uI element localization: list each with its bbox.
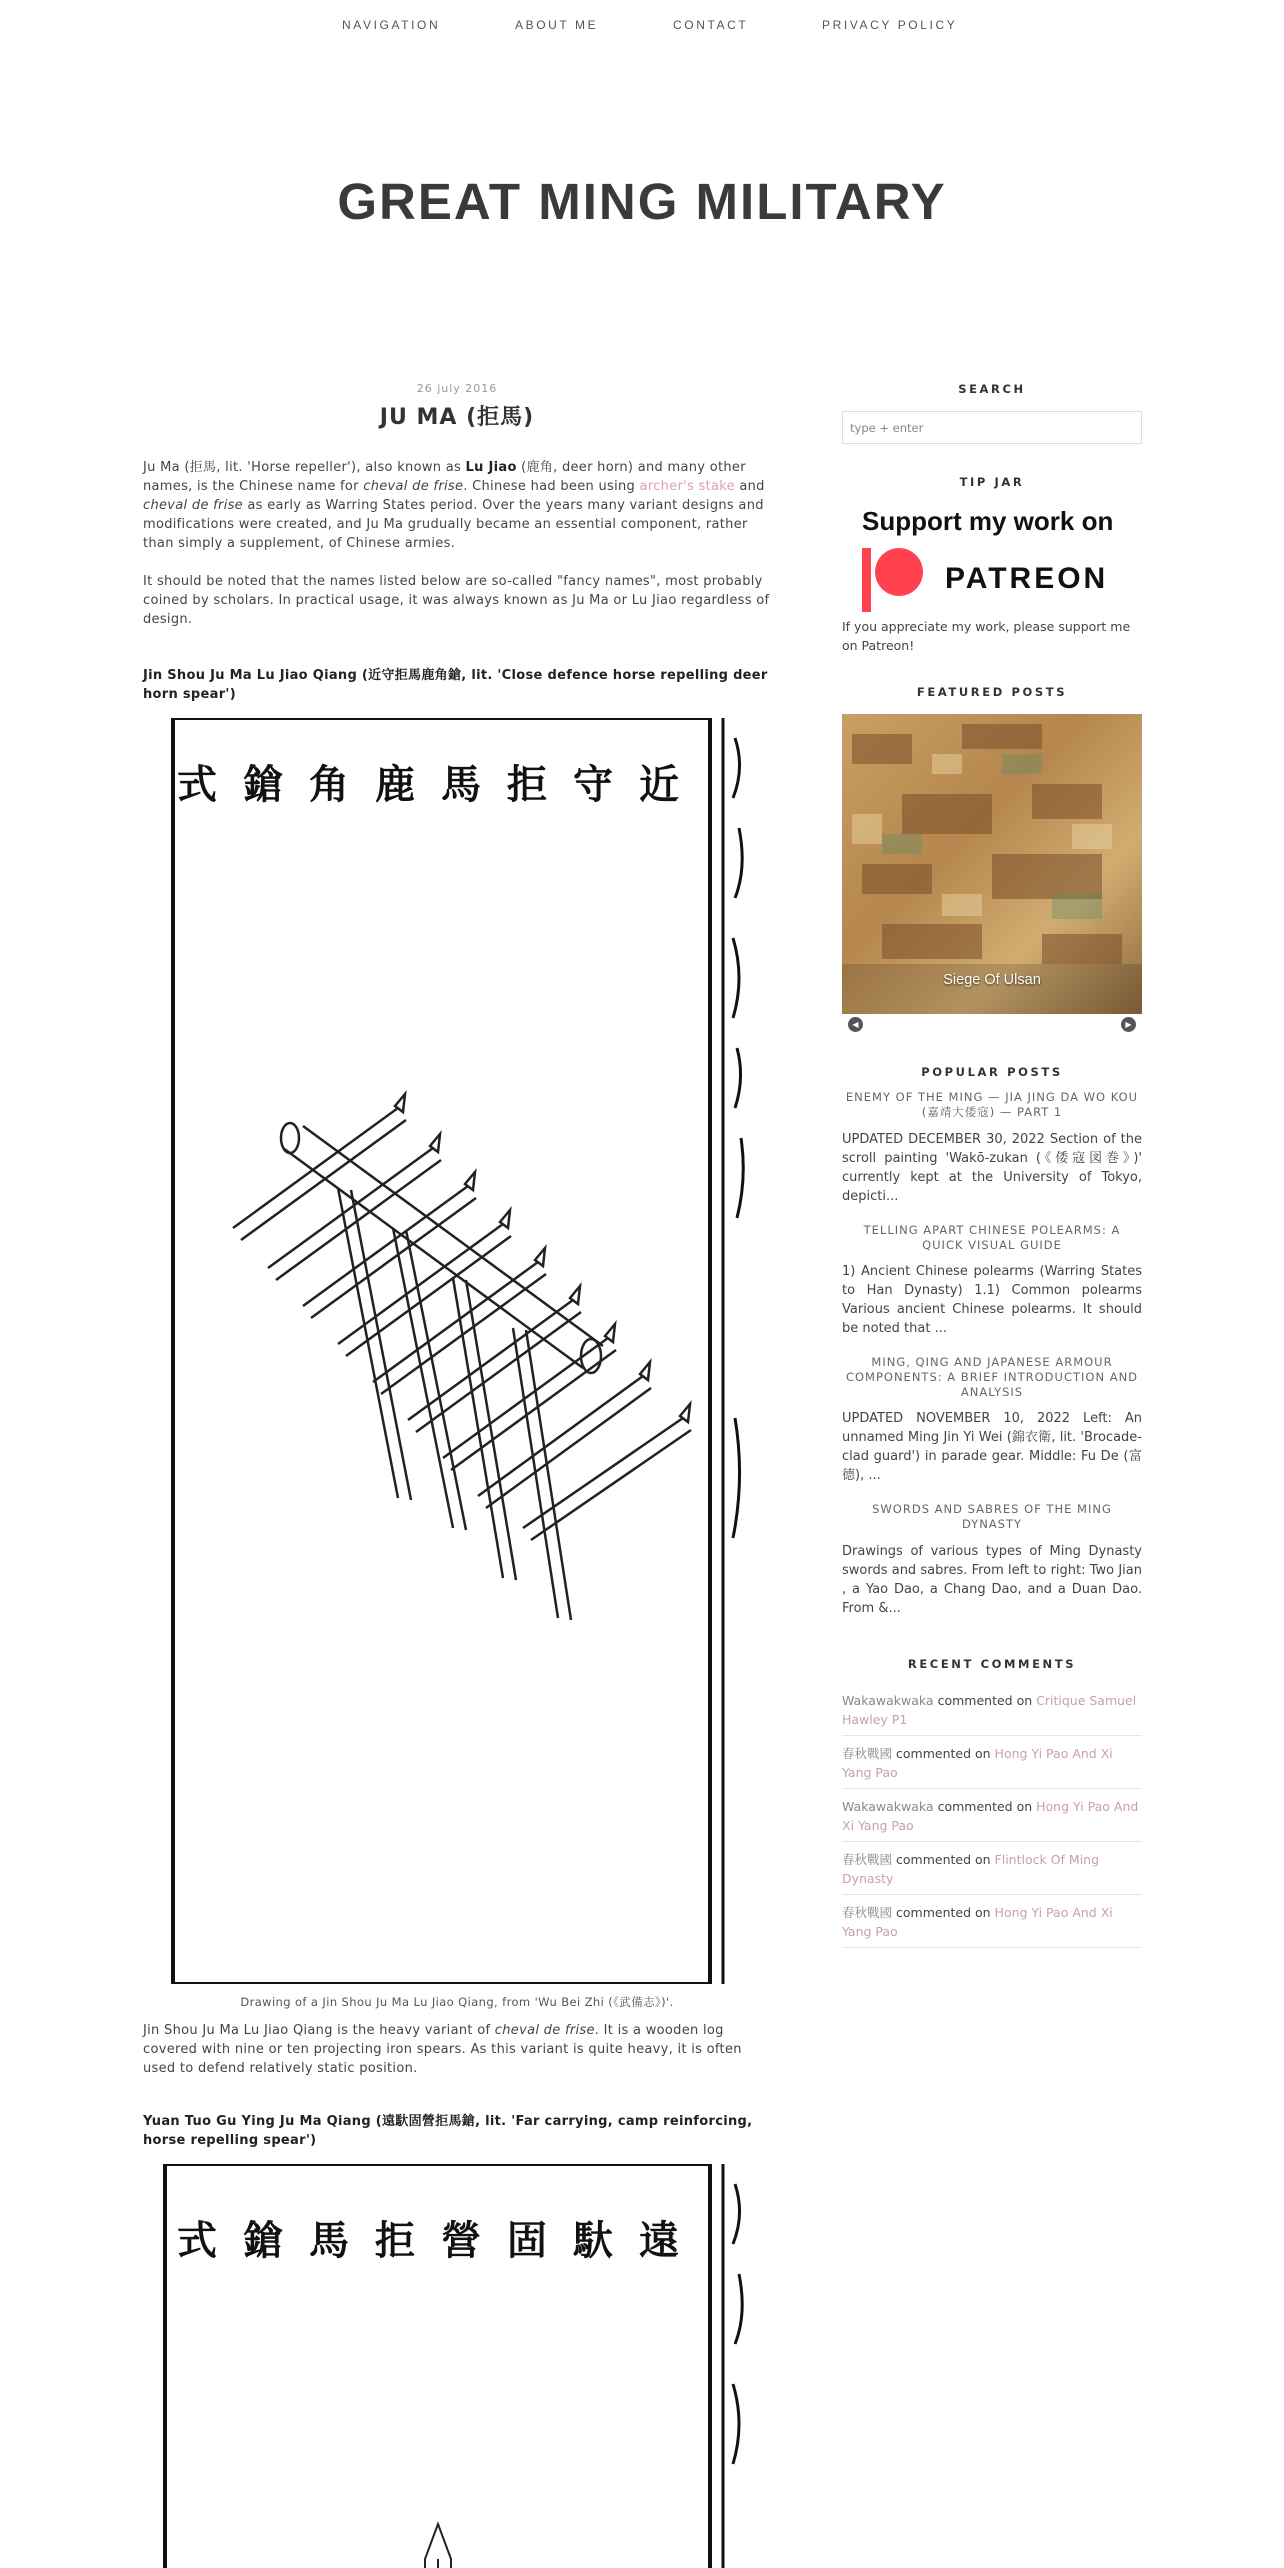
popular-post-title[interactable]: ENEMY OF THE MING — JIA JING DA WO KOU (嘉靖大倭寇) — PART 1 [845, 1090, 1139, 1119]
chevron-left-icon[interactable]: ◀ [848, 1017, 863, 1032]
post-intro: Ju Ma (拒馬, lit. 'Horse repeller'), also known as Lu Jiao (鹿角, deer horn) and many other names, is the Chinese name for cheval de frise. Chinese had been using archer's stake and cheval de frise as early as Warring States period. Over the years many variant designs and modifications were created, and Ju Ma grudually became an essential component, rather than simply a supplement, of Chinese armies. [143, 460, 765, 551]
featured-posts-title: FEATURED POSTS [916, 685, 1068, 699]
comment-author[interactable]: Wakawakwaka [842, 1799, 934, 1814]
patreon-logo[interactable] [862, 548, 1132, 618]
tip-jar-text: If you appreciate my work, please support me on Patreon! [842, 619, 1131, 653]
recent-comment: 春秋戰國 commented on Flintlock Of Ming Dynasty [842, 1850, 1142, 1895]
nav-item-privacy-policy[interactable]: PRIVACY POLICY [822, 18, 958, 32]
comment-author[interactable]: Wakawakwaka [842, 1693, 934, 1708]
recent-comment: 春秋戰國 commented on Hong Yi Pao And Xi Yang Pao [842, 1903, 1142, 1948]
comment-author[interactable]: 春秋戰國 [842, 1746, 893, 1761]
popular-post-excerpt: UPDATED DECEMBER 30, 2022 Section of the scroll painting 'Wakō-zukan (《倭寇図巻》)' currently kept at the University of Tokyo, depicti... [842, 1132, 1142, 1204]
comment-author[interactable]: 春秋戰國 [842, 1852, 893, 1867]
popular-post-excerpt: Drawings of various types of Ming Dynasty swords and sabres. From left to right: Two Jian , a Yao Dao, a Chang Dao, and a Duan Dao. From &... [842, 1544, 1142, 1616]
popular-posts-title: POPULAR POSTS [921, 1065, 1063, 1079]
section-heading-jin-shou: Jin Shou Ju Ma Lu Jiao Qiang (近守拒馬鹿角鎗, lit. 'Close defence horse repelling deer horn spear') [143, 668, 768, 702]
chevron-right-icon[interactable]: ▶ [1121, 1017, 1136, 1032]
figure-yuan-tuo-gu-ying[interactable] [163, 2164, 771, 2568]
search-widget-title: SEARCH [958, 382, 1026, 396]
woodblock-illustration-2 [163, 2164, 771, 2568]
post-note: It should be noted that the names listed below are so-called "fancy names", most probably coined by scholars. In practical usage, it was always known as Ju Ma or Lu Jiao regardless of design. [143, 574, 770, 627]
figure-1-caption: Drawing of a Jin Shou Ju Ma Lu Jiao Qiang, from 'Wu Bei Zhi (《武備志》)'. [240, 1995, 674, 2009]
site-title[interactable]: GREAT MING MILITARY [337, 173, 947, 230]
nav-item-contact[interactable]: CONTACT [673, 18, 749, 32]
woodblock-illustration-1 [163, 718, 771, 1984]
featured-post-image [842, 714, 1142, 1014]
popular-post-title[interactable]: TELLING APART CHINESE POLEARMS: A QUICK VISUAL GUIDE [863, 1223, 1121, 1252]
patreon-circle-icon [875, 548, 923, 596]
section-1-body: Jin Shou Ju Ma Lu Jiao Qiang is the heavy variant of cheval de frise. It is a wooden log covered with nine or ten projecting iron spears. As this variant is quite heavy, it is often used to defend relatively static position. [143, 2023, 742, 2076]
figure-2-title-text: 式鎗馬拒營固馱遠 [177, 2217, 705, 2264]
comment-post-link[interactable]: Hong Yi Pao And Xi Yang Pao [842, 1799, 1139, 1833]
comment-post-link[interactable]: Critique Samuel Hawley P1 [842, 1693, 1137, 1727]
nav-item-navigation[interactable]: NAVIGATION [342, 18, 441, 32]
popular-post-title[interactable]: MING, QING AND JAPANESE ARMOUR COMPONENTS: A BRIEF INTRODUCTION AND ANALYSIS [845, 1355, 1139, 1399]
patreon-wordmark: PATREON [945, 562, 1109, 595]
top-navigation [0, 18, 1284, 38]
featured-post-caption[interactable]: Siege Of Ulsan [943, 972, 1041, 988]
comment-author[interactable]: 春秋戰國 [842, 1905, 893, 1920]
popular-post-title[interactable]: SWORDS AND SABRES OF THE MING DYNASTY [872, 1502, 1112, 1531]
figure-jin-shou-ju-ma[interactable] [163, 718, 771, 1984]
popular-post-excerpt: 1) Ancient Chinese polearms (Warring States to Han Dynasty) 1.1) Common polearms Various ancient Chinese polearms. It should be noted that ... [842, 1264, 1142, 1336]
post-title: JU MA (拒馬) [379, 405, 535, 430]
search-input[interactable] [842, 411, 1142, 444]
recent-comments-title: RECENT COMMENTS [907, 1657, 1077, 1671]
comment-post-link[interactable]: Flintlock Of Ming Dynasty [842, 1852, 1100, 1886]
figure-1-title-text: 式鎗角鹿馬拒守近 [177, 761, 705, 808]
recent-comment: Wakawakwaka commented on Hong Yi Pao And Xi Yang Pao [842, 1797, 1142, 1842]
archers-stake-link[interactable]: archer's stake [639, 479, 735, 494]
tip-jar-title: TIP JAR [959, 475, 1025, 489]
cheval-de-frise-drawing [233, 1094, 691, 1620]
spear-frame-drawing [258, 2524, 633, 2568]
recent-comment: Wakawakwaka commented on Critique Samuel Hawley P1 [842, 1691, 1142, 1736]
popular-post-excerpt: UPDATED NOVEMBER 10, 2022 Left: An unnamed Ming Jin Yi Wei (錦衣衛, lit. 'Brocade-clad guard') in parade gear. Middle: Fu De (富德), ... [842, 1411, 1142, 1483]
comment-post-link[interactable]: Hong Yi Pao And Xi Yang Pao [842, 1905, 1113, 1939]
post-date: 26 july 2016 [416, 382, 498, 395]
patreon-bar-icon [862, 548, 871, 612]
comment-post-link[interactable]: Hong Yi Pao And Xi Yang Pao [842, 1746, 1113, 1780]
patreon-support-text[interactable]: Support my work on [862, 506, 1114, 536]
nav-item-about-me[interactable]: ABOUT ME [515, 18, 599, 32]
recent-comment: 春秋戰國 commented on Hong Yi Pao And Xi Yang Pao [842, 1744, 1142, 1789]
featured-post-slide[interactable] [842, 714, 1142, 1014]
section-heading-yuan-tuo: Yuan Tuo Gu Ying Ju Ma Qiang (遠馱固營拒馬鎗, lit. 'Far carrying, camp reinforcing, horse repelling spear') [143, 2114, 753, 2148]
